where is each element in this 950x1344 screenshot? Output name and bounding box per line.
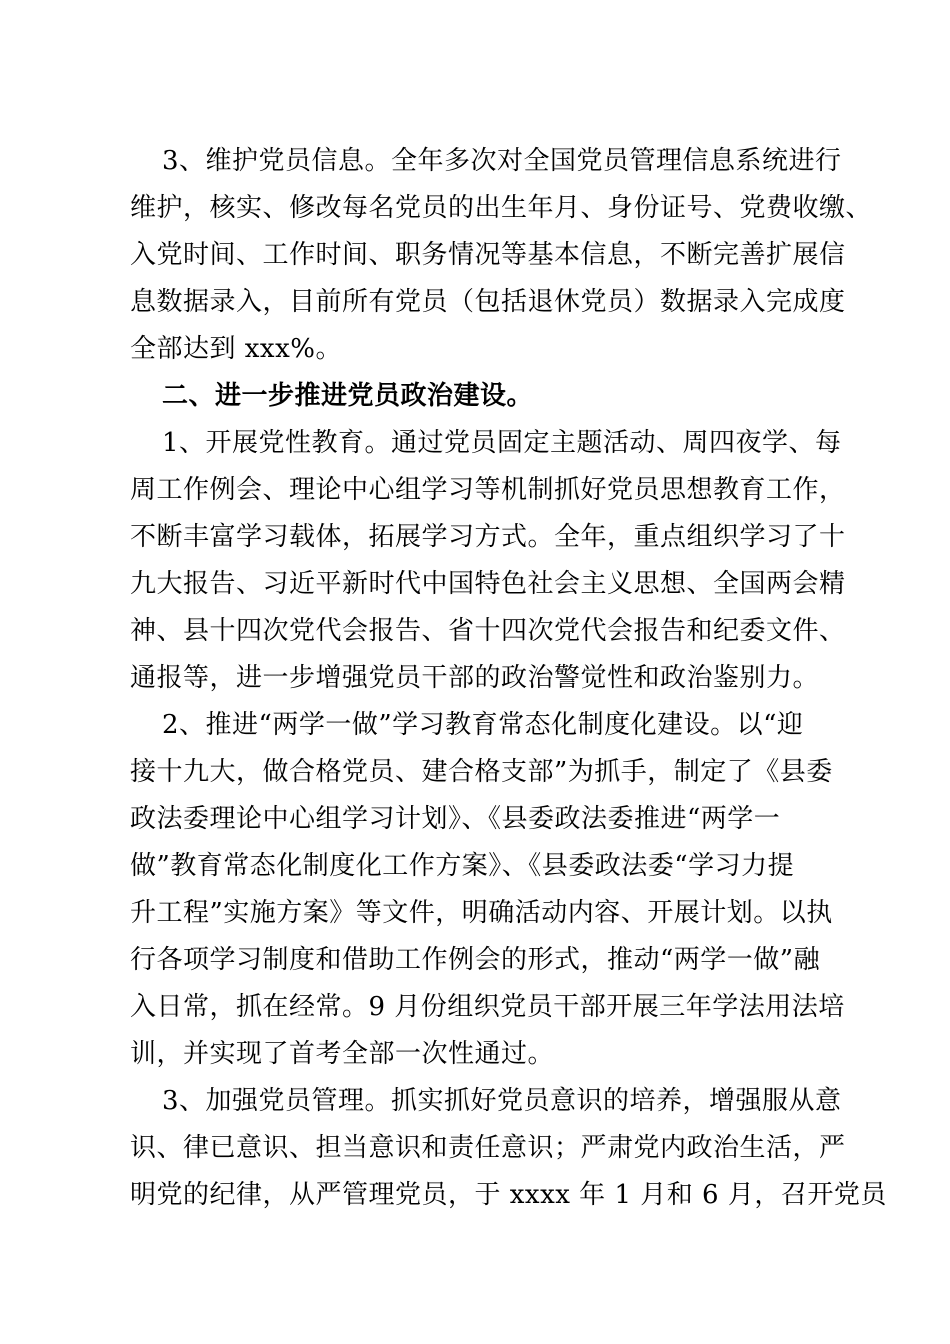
paragraph-line: 3、维护党员信息。全年多次对全国党员管理信息系统进行 xyxy=(162,146,842,176)
paragraph-line: 息数据录入，目前所有党员（包括退休党员）数据录入完成度 xyxy=(130,287,846,317)
paragraph-line: 周工作例会、理论中心组学习等机制抓好党员思想教育工作， xyxy=(130,475,846,505)
paragraph-line: 升工程”实施方案》等文件，明确活动内容、开展计划。以执 xyxy=(130,898,833,928)
paragraph-line: 做”教育常态化制度化工作方案》、《县委政法委“学习力提 xyxy=(130,851,795,881)
paragraph-line: 全部达到 xxx%。 xyxy=(130,334,342,364)
paragraph-line: 神、县十四次党代会报告、省十四次党代会报告和纪委文件、 xyxy=(130,616,846,646)
paragraph-line: 维护，核实、修改每名党员的出生年月、身份证号、党费收缴、 xyxy=(130,193,873,223)
paragraph-line: 明党的纪律，从严管理党员，于 xxxx 年 1 月和 6 月，召开党员 xyxy=(130,1180,887,1210)
section-heading: 二、进一步推进党员政治建设。 xyxy=(162,381,534,411)
paragraph-line: 九大报告、习近平新时代中国特色社会主义思想、全国两会精 xyxy=(130,569,846,599)
paragraph-line: 行各项学习制度和借助工作例会的形式，推动“两学一做”融 xyxy=(130,945,821,975)
paragraph-line: 入党时间、工作时间、职务情况等基本信息，不断完善扩展信 xyxy=(130,240,846,270)
paragraph-line: 通报等，进一步增强党员干部的政治警觉性和政治鉴别力。 xyxy=(130,663,820,693)
paragraph-line: 政法委理论中心组学习计划》、《县委政法委推进“两学一 xyxy=(130,804,781,834)
paragraph-line: 训，并实现了首考全部一次性通过。 xyxy=(130,1039,555,1069)
paragraph-line: 3、加强党员管理。抓实抓好党员意识的培养，增强服从意 xyxy=(162,1086,842,1116)
paragraph-line: 接十九大，做合格党员、建合格支部”为抓手，制定了《县委 xyxy=(130,757,833,787)
paragraph-line: 不断丰富学习载体，拓展学习方式。全年，重点组织学习了十 xyxy=(130,522,846,552)
paragraph-line: 入日常，抓在经常。9 月份组织党员干部开展三年学法用法培 xyxy=(130,992,845,1022)
paragraph-line: 1、开展党性教育。通过党员固定主题活动、周四夜学、每 xyxy=(162,428,842,458)
paragraph-line: 2、推进“两学一做”学习教育常态化制度化建设。以“迎 xyxy=(162,710,804,740)
paragraph-line: 识、律已意识、担当意识和责任意识；严肃党内政治生活，严 xyxy=(130,1133,846,1163)
